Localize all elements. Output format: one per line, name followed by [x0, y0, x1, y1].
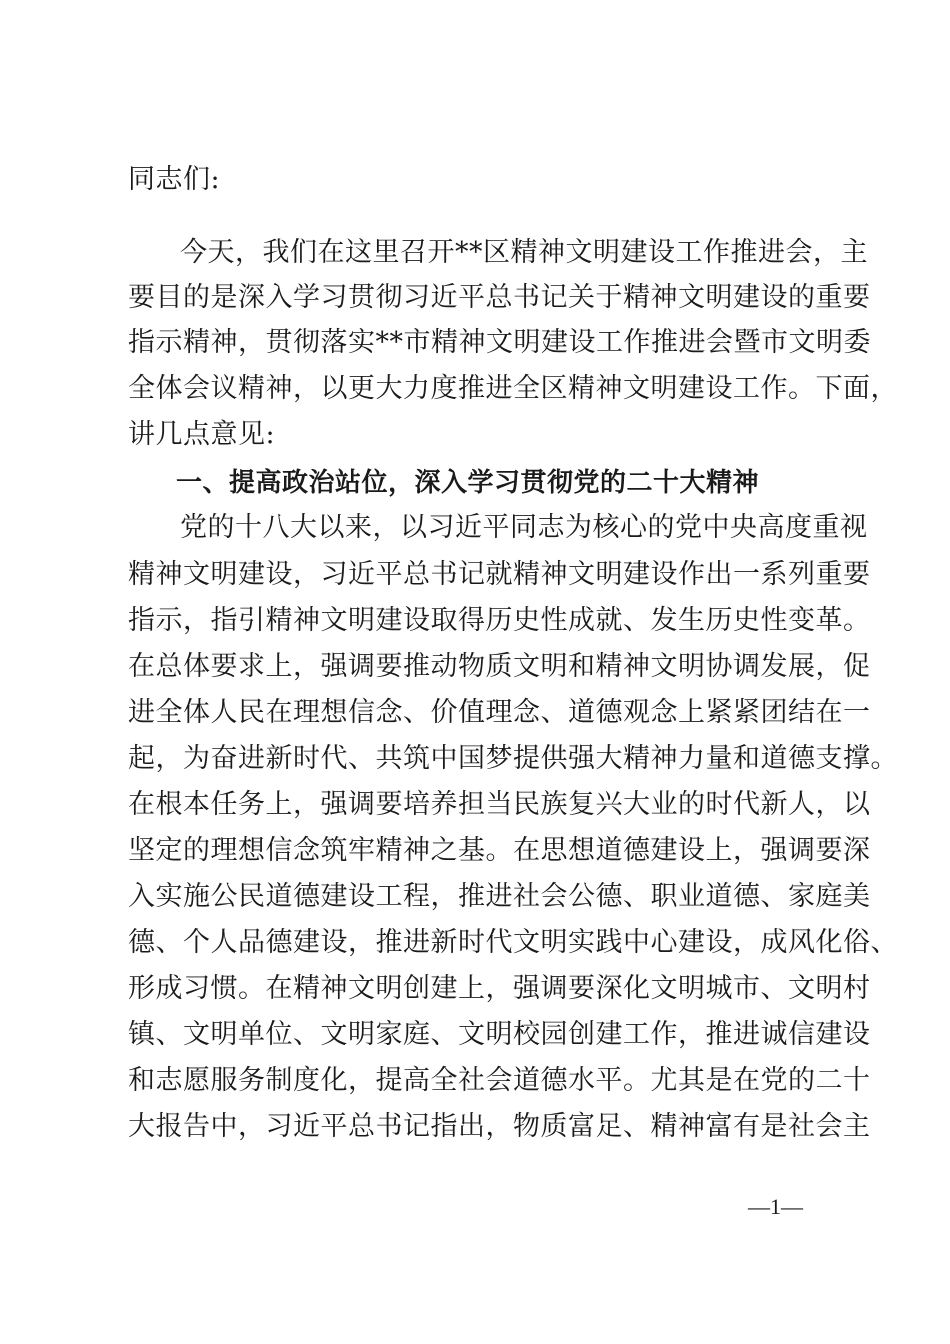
paragraph-2-line-8: 坚定的理想信念筑牢精神之基。在思想道德建设上，强调要深	[128, 835, 871, 866]
page-number: —1—	[748, 1194, 803, 1219]
paragraph-2-line-13: 和志愿服务制度化，提高全社会道德水平。尤其是在党的二十	[128, 1065, 871, 1096]
paragraph-2-line-11: 形成习惯。在精神文明创建上，强调要深化文明城市、文明村	[128, 973, 871, 1004]
paragraph-1-line-4: 全体会议精神，以更大力度推进全区精神文明建设工作。下面，	[128, 373, 898, 404]
paragraph-2-line-7: 在根本任务上，强调要培养担当民族复兴大业的时代新人，以	[128, 789, 871, 820]
paragraph-2-line-3: 指示，指引精神文明建设取得历史性成就、发生历史性变革。	[128, 605, 871, 636]
paragraph-2-line-10: 德、个人品德建设，推进新时代文明实践中心建设，成风化俗、	[128, 927, 898, 958]
paragraph-1-line-5: 讲几点意见:	[128, 419, 276, 450]
paragraph-2-line-1: 党的十八大以来，以习近平同志为核心的党中央高度重视	[180, 512, 868, 543]
paragraph-2-line-5: 进全体人民在理想信念、价值理念、道德观念上紧紧团结在一	[128, 697, 871, 728]
paragraph-2-line-2: 精神文明建设，习近平总书记就精神文明建设作出一系列重要	[128, 559, 871, 590]
paragraph-2-line-6: 起，为奋进新时代、共筑中国梦提供强大精神力量和道德支撑。	[128, 743, 898, 774]
section-heading: 一、提高政治站位，深入学习贯彻党的二十大精神	[176, 468, 760, 498]
paragraph-2-line-9: 入实施公民道德建设工程，推进社会公德、职业道德、家庭美	[128, 881, 871, 912]
salutation: 同志们:	[128, 164, 221, 195]
paragraph-2-line-14: 大报告中，习近平总书记指出，物质富足、精神富有是社会主	[128, 1111, 871, 1142]
paragraph-1-line-2: 要目的是深入学习贯彻习近平总书记关于精神文明建设的重要	[128, 282, 871, 313]
paragraph-2-line-4: 在总体要求上，强调要推动物质文明和精神文明协调发展，促	[128, 651, 871, 682]
paragraph-1-line-3: 指示精神，贯彻落实**市精神文明建设工作推进会暨市文明委	[128, 327, 871, 358]
paragraph-2-line-12: 镇、文明单位、文明家庭、文明校园创建工作，推进诚信建设	[128, 1019, 871, 1050]
paragraph-1-line-1: 今天，我们在这里召开**区精神文明建设工作推进会，主	[180, 237, 868, 268]
